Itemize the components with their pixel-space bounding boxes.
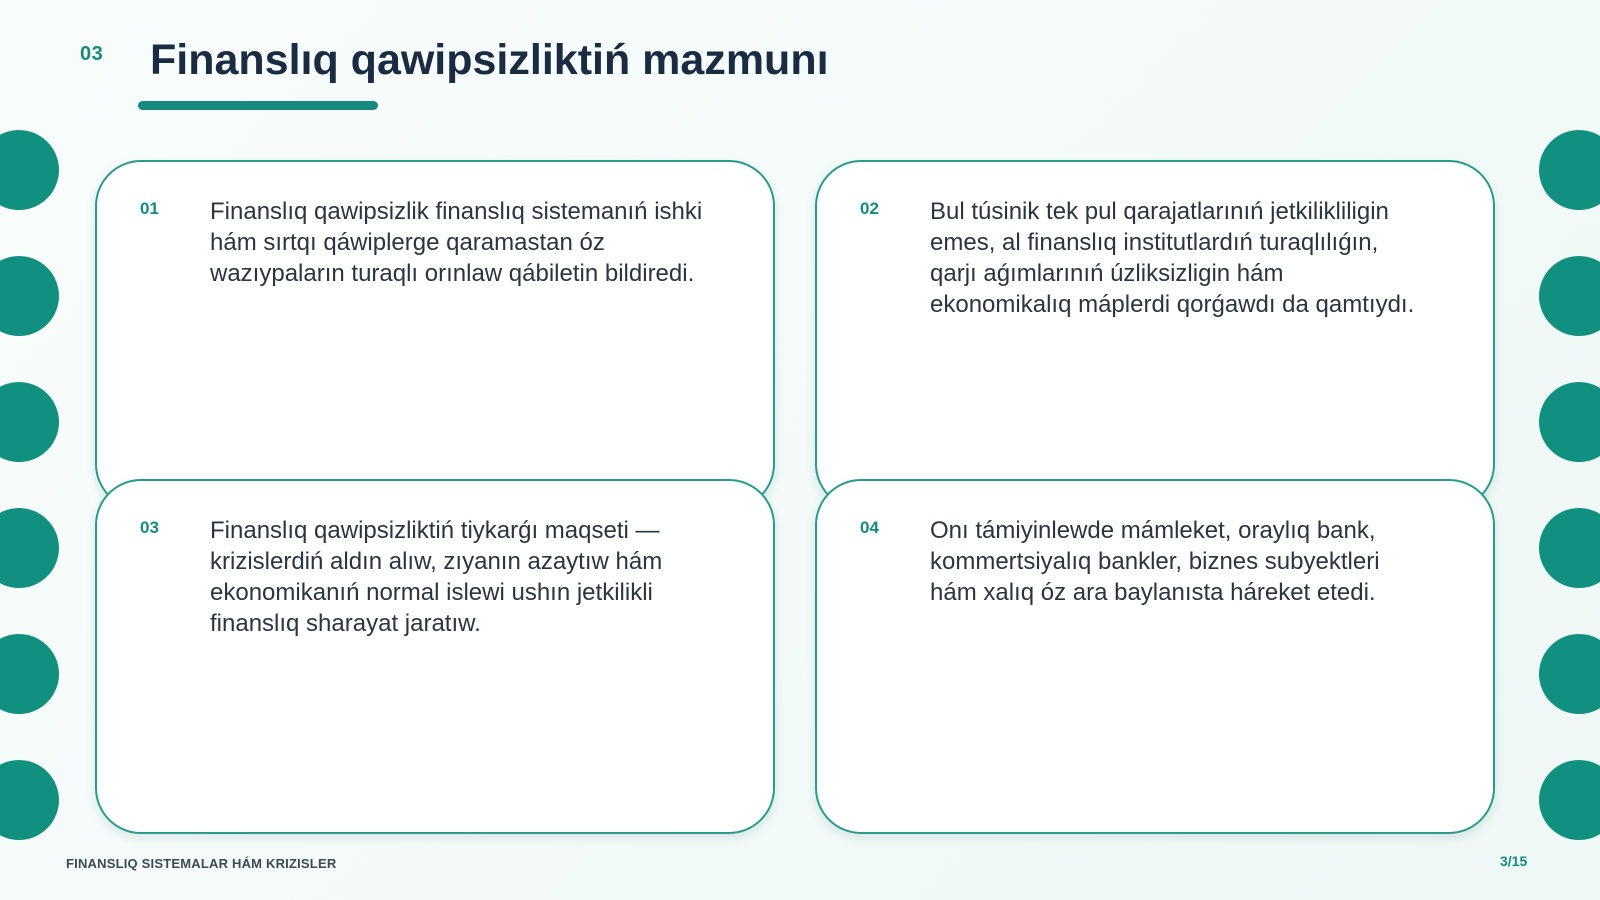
decorative-dot [1539,130,1600,210]
decorative-dot [0,634,59,714]
content-card-3 [95,479,775,834]
decorative-dots-right [1539,130,1600,850]
card-text: Finanslıq qawipsizliktiń tiykarǵı maqseti — krizislerdiń aldın alıw, zıyanın azaytıw hám ekonomikanıń normal islewi ushın jetkilikli finanslıq sharayat jaratıw. [210,517,663,637]
card-text: Onı támiyinlewde mámleket, oraylıq bank, kommertsiyalıq bankler, biznes subyektleri hám xalıq óz ara baylanısta háreket etedi. [930,517,1380,606]
title-underline [138,101,378,110]
decorative-dot [0,130,59,210]
decorative-dot [0,256,59,336]
presentation-title: FINANSLIQ SISTEMALAR HÁM KRIZISLER [66,856,337,871]
decorative-dot [0,760,59,840]
decorative-dot [0,508,59,588]
decorative-dot [0,382,59,462]
decorative-dot [1539,508,1600,588]
card-number: 03 [140,518,159,537]
card-number: 04 [860,518,879,537]
content-card-4 [815,479,1495,834]
card-text: Bul túsinik tek pul qarajatlarınıń jetkilikliligin emes, al finanslıq institutlardıń turaqlılıǵın, qarjı aǵımlarınıń úzliksizligin hám ekonomikalıq máplerdi qorǵawdı da qamtıydı. [930,198,1415,318]
card-number: 02 [860,199,879,218]
card-text: Finanslıq qawipsizlik finanslıq sistemanıń ishki hám sırtqı qáwiplerge qaramastan óz wazıypaların turaqlı orınlaw qábiletin bildiredi. [210,198,703,287]
decorative-dot [1539,382,1600,462]
content-card-1 [95,160,775,510]
section-number: 03 [80,43,104,65]
page-title: Finanslıq qawipsizliktiń mazmunı [150,36,829,84]
decorative-dot [1539,256,1600,336]
decorative-dots-left [0,130,41,850]
card-number: 01 [140,199,159,218]
decorative-dot [1539,760,1600,840]
page-counter: 3/15 [1500,853,1528,869]
content-card-2 [815,160,1495,510]
decorative-dot [1539,634,1600,714]
